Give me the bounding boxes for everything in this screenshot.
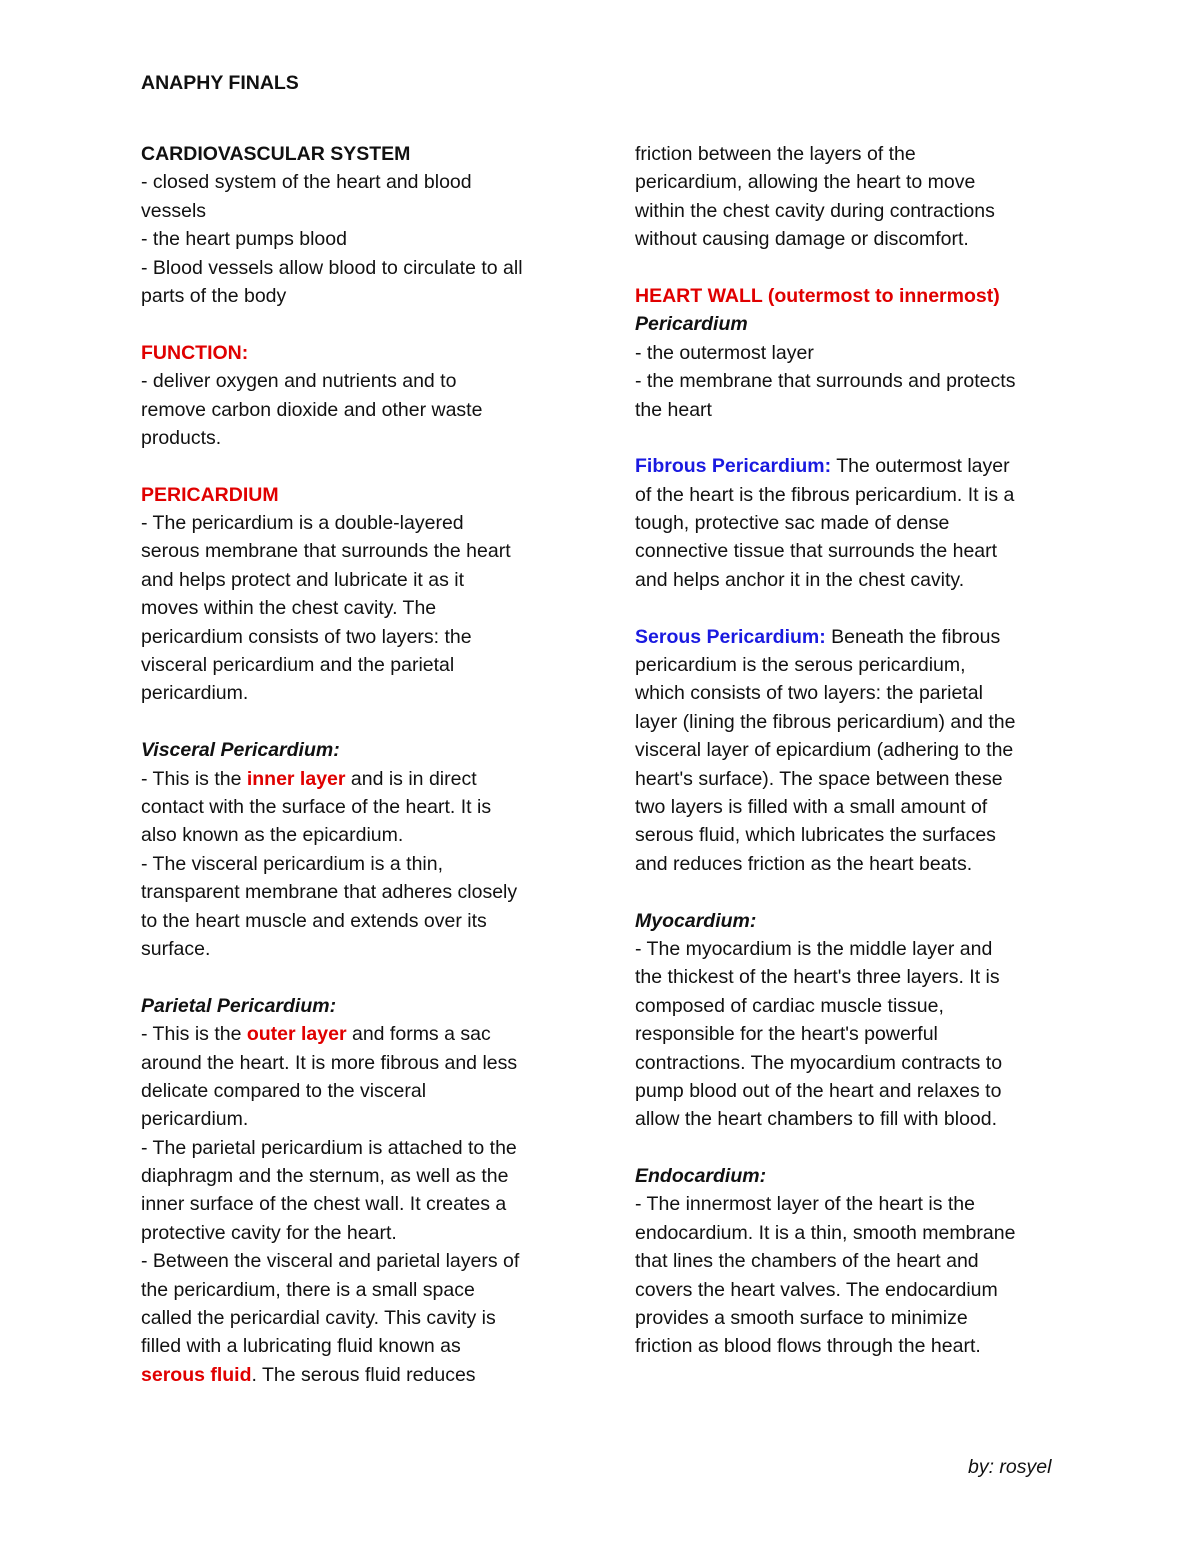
parietal-line: filled with a lubricating fluid known as: [141, 1335, 461, 1358]
function-line: - deliver oxygen and nutrients and to: [141, 370, 457, 393]
myocardium-line: composed of cardiac muscle tissue,: [635, 994, 944, 1017]
myocardium-line: - The myocardium is the middle layer and: [635, 937, 993, 960]
parietal-line: [141, 1361, 571, 1389]
visceral-line: - The visceral pericardium is a thin,: [141, 852, 444, 875]
myocardium-line: the thickest of the heart's three layers. It is: [635, 966, 1000, 989]
left-column: [141, 140, 571, 1389]
parietal-line: - The parietal pericardium is attached to the: [141, 1136, 517, 1159]
continued-line: friction between the layers of the: [635, 143, 916, 165]
endocardium-line: that lines the chambers of the heart and: [635, 1250, 979, 1273]
parietal-line: protective cavity for the heart.: [141, 1221, 397, 1244]
endocardium-line: covers the heart valves. The endocardium: [635, 1278, 998, 1301]
pericardium-layer-line: the heart: [635, 398, 712, 421]
cardio-line: - Blood vessels allow blood to circulate to all: [141, 256, 523, 279]
spacer: [141, 310, 571, 338]
endocardium-line: friction as blood flows through the heart.: [635, 1335, 981, 1358]
pericardium-layer-line: - the membrane that surrounds and protects: [635, 370, 1016, 393]
pericardium-line: pericardium.: [141, 682, 249, 705]
fibrous-line: connective tissue that surrounds the heart: [635, 540, 998, 563]
continued-line: pericardium, allowing the heart to move: [635, 171, 976, 194]
endocardium-line: provides a smooth surface to minimize: [635, 1307, 968, 1330]
fibrous-first: The outermost layer: [831, 455, 1010, 478]
parietal-line: around the heart. It is more fibrous and less: [141, 1051, 518, 1074]
serous-line: [635, 623, 1067, 651]
parietal-line: the pericardium, there is a small space: [141, 1278, 475, 1301]
visceral-line: transparent membrane that adheres closely: [141, 881, 518, 904]
fibrous-pericardium-label: Fibrous Pericardium:: [635, 455, 832, 478]
visceral-line: [141, 765, 571, 793]
pericardium-layer-line: - the outermost layer: [635, 341, 814, 364]
spacer: [635, 594, 1067, 622]
spacer: [635, 424, 1067, 452]
serous-first: Beneath the fibrous: [825, 625, 1001, 648]
fibrous-line: tough, protective sac made of dense: [635, 512, 950, 535]
myocardium-line: pump blood out of the heart and relaxes to: [635, 1079, 1002, 1102]
spacer: [635, 1134, 1067, 1162]
pericardium-line: moves within the chest cavity. The: [141, 597, 437, 620]
parietal-pre: - This is the: [141, 1023, 247, 1046]
serous-fluid-highlight: serous fluid: [141, 1363, 252, 1386]
endocardium-line: - The innermost layer of the heart is the: [635, 1193, 975, 1216]
parietal-line: called the pericardial cavity. This cavity is: [141, 1307, 496, 1330]
parietal-line: delicate compared to the visceral: [141, 1079, 427, 1102]
serous-line: two layers is filled with a small amount of: [635, 795, 988, 818]
endocardium-line: endocardium. It is a thin, smooth membrane: [635, 1221, 1016, 1244]
spacer: [141, 963, 571, 991]
myocardium-line: allow the heart chambers to fill with blood.: [635, 1108, 998, 1131]
pericardium-line: - The pericardium is a double-layered: [141, 512, 464, 535]
parietal-last-post: . The serous fluid reduces: [251, 1363, 476, 1386]
myocardium-line: contractions. The myocardium contracts to: [635, 1051, 1003, 1074]
fibrous-line: of the heart is the fibrous pericardium. It is a: [635, 483, 1015, 506]
parietal-line: - Between the visceral and parietal layers of: [141, 1250, 520, 1273]
visceral-line: contact with the surface of the heart. It is: [141, 795, 492, 818]
page-title: ANAPHY FINALS: [141, 72, 299, 94]
visceral-line: to the heart muscle and extends over its: [141, 909, 487, 932]
function-heading: FUNCTION:: [141, 341, 249, 364]
parietal-line: inner surface of the chest wall. It creates a: [141, 1193, 507, 1216]
fibrous-line: [635, 452, 1067, 480]
parietal-line: [141, 1020, 571, 1048]
cardio-line: vessels: [141, 199, 207, 222]
visceral-pre: - This is the: [141, 767, 247, 790]
myocardium-heading: Myocardium:: [635, 909, 757, 932]
visceral-line: also known as the epicardium.: [141, 824, 404, 847]
endocardium-heading: Endocardium:: [635, 1165, 767, 1188]
serous-line: visceral layer of epicardium (adhering to the: [635, 739, 1014, 762]
spacer: [141, 452, 571, 480]
pericardium-subheading: Pericardium: [635, 313, 748, 336]
function-line: remove carbon dioxide and other waste: [141, 398, 483, 421]
pericardium-line: pericardium consists of two layers: the: [141, 625, 472, 648]
pericardium-line: serous membrane that surrounds the heart: [141, 540, 511, 563]
parietal-post: and forms a sac: [346, 1023, 491, 1046]
fibrous-line: and helps anchor it in the chest cavity.: [635, 568, 965, 591]
serous-line: and reduces friction as the heart beats.: [635, 852, 973, 875]
heart-wall-heading: HEART WALL (outermost to innermost): [635, 284, 1000, 307]
cardio-line: parts of the body: [141, 284, 287, 307]
spacer: [635, 254, 1067, 282]
continued-line: without causing damage or discomfort.: [635, 228, 969, 251]
pericardium-heading: PERICARDIUM: [141, 483, 279, 506]
serous-line: which consists of two layers: the parietal: [635, 682, 983, 705]
serous-pericardium-label: Serous Pericardium:: [635, 625, 826, 648]
visceral-line: surface.: [141, 937, 211, 960]
cardio-line: - closed system of the heart and blood: [141, 171, 472, 194]
visceral-heading: Visceral Pericardium:: [141, 739, 340, 762]
continued-line: within the chest cavity during contractions: [635, 199, 995, 222]
inner-layer-highlight: inner layer: [246, 767, 346, 790]
myocardium-line: responsible for the heart's powerful: [635, 1023, 938, 1046]
function-line: products.: [141, 426, 222, 449]
parietal-line: diaphragm and the sternum, as well as the: [141, 1165, 509, 1188]
parietal-heading: Parietal Pericardium:: [141, 994, 337, 1017]
pericardium-line: visceral pericardium and the parietal: [141, 654, 455, 677]
serous-line: serous fluid, which lubricates the surfaces: [635, 824, 996, 847]
serous-line: layer (lining the fibrous pericardium) and the: [635, 710, 1016, 733]
author-signature: by: rosyel: [968, 1456, 1052, 1478]
outer-layer-highlight: outer layer: [246, 1023, 347, 1046]
right-column: [635, 140, 1067, 1361]
spacer: [141, 708, 571, 736]
parietal-line: pericardium.: [141, 1108, 249, 1131]
visceral-post: and is in direct: [345, 767, 477, 790]
spacer: [635, 878, 1067, 906]
serous-line: heart's surface). The space between these: [635, 767, 1003, 790]
pericardium-line: and helps protect and lubricate it as it: [141, 568, 465, 591]
cardio-line: - the heart pumps blood: [141, 228, 347, 251]
serous-line: pericardium is the serous pericardium,: [635, 654, 966, 677]
cardiovascular-heading: CARDIOVASCULAR SYSTEM: [141, 143, 411, 165]
